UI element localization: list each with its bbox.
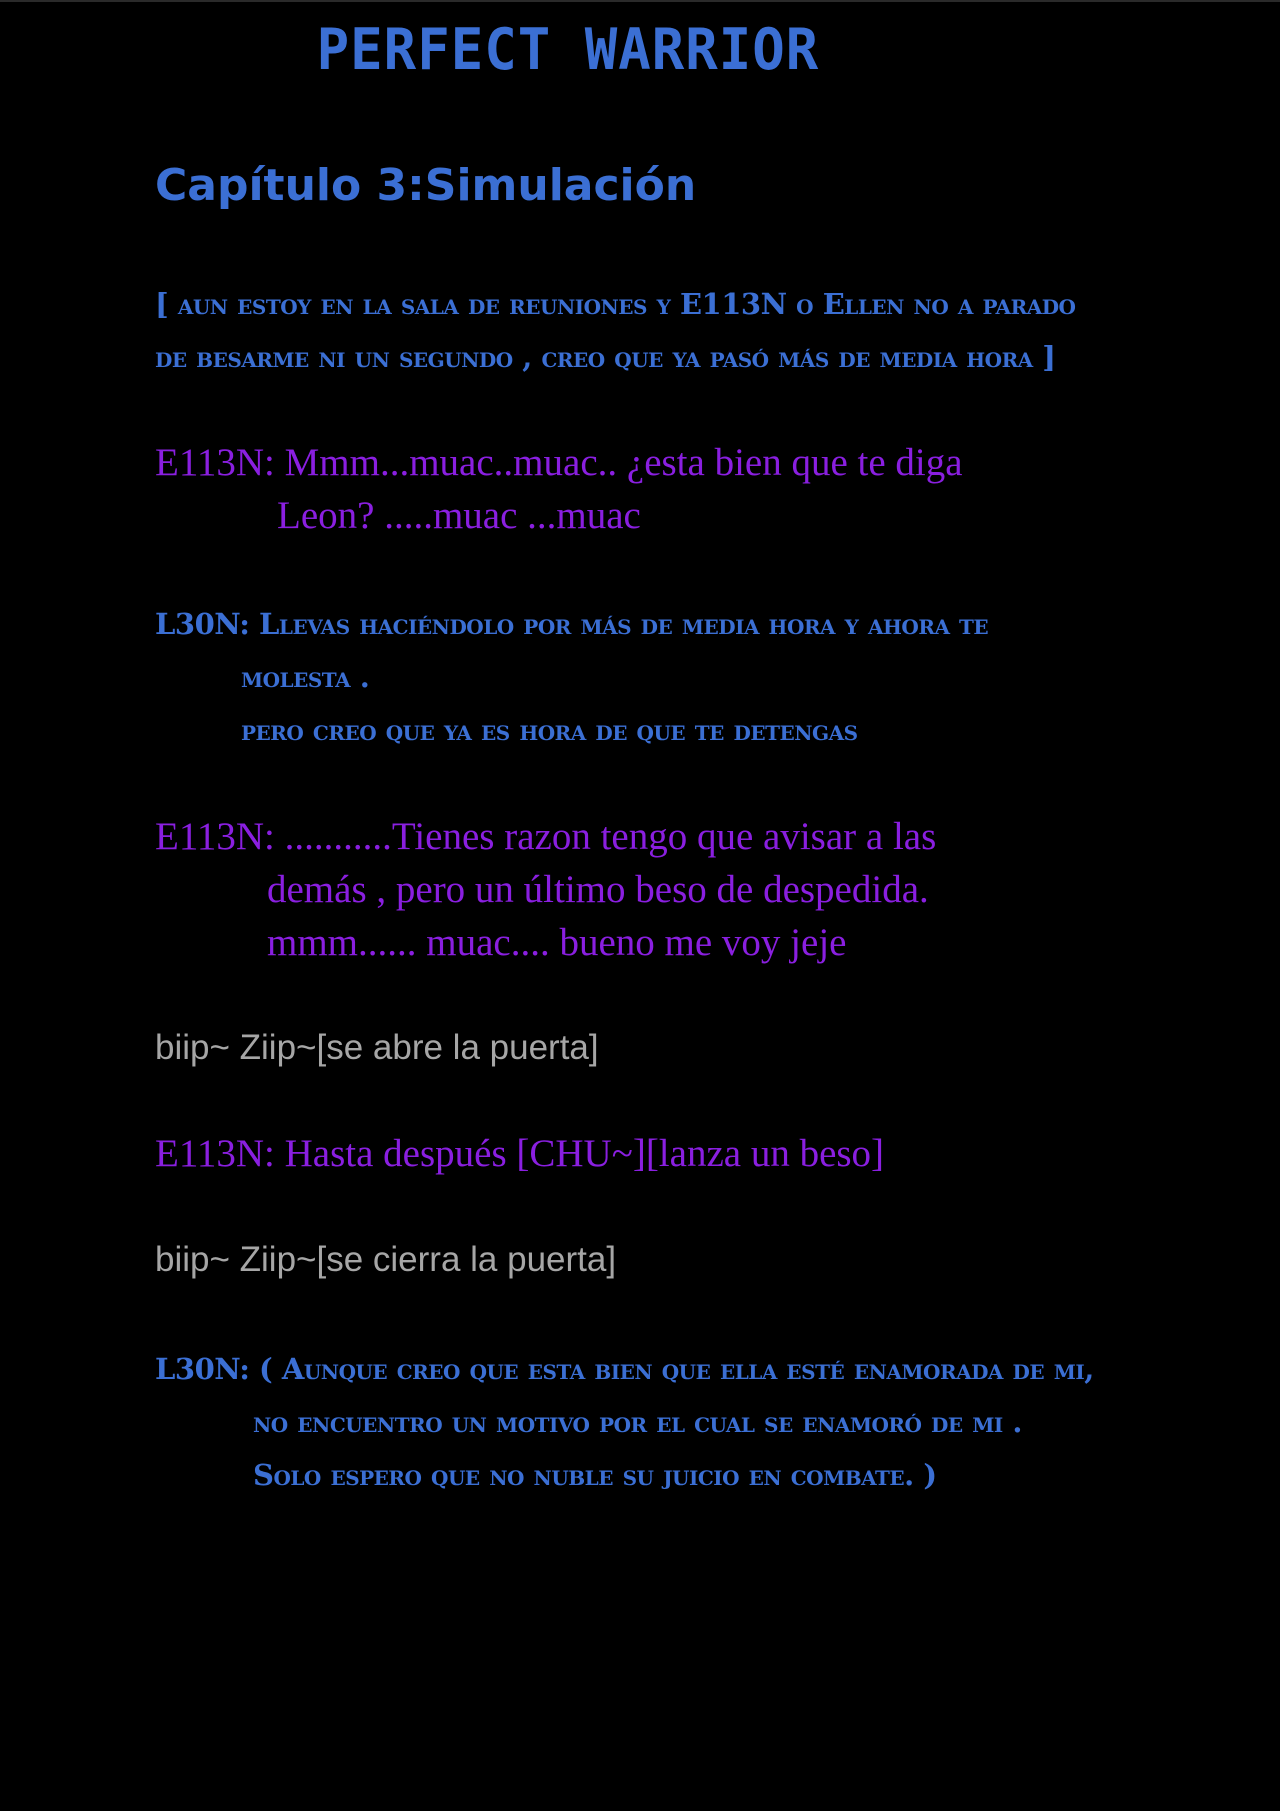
dialogue-line: mmm...... muac.... bueno me voy jeje: [267, 921, 847, 964]
ellen-dialogue: [155, 810, 936, 969]
leon-dialogue: [155, 598, 988, 757]
chapter-title: Capítulo 3:Simulación: [155, 160, 697, 211]
ellen-dialogue: [155, 436, 963, 542]
dialogue-line: E113N: Mmm...muac..muac.. ¿esta bien que te diga: [155, 441, 963, 484]
ellen-dialogue: E113N: Hasta después [CHU~][lanza un beso]: [155, 1132, 885, 1175]
narration-line: de besarme ni un segundo , creo que ya pasó más de media hora ]: [155, 340, 1056, 374]
book-title: [0, 18, 1280, 81]
sound-effect: biip~ Ziip~[se abre la puerta]: [155, 1028, 599, 1067]
dialogue-line: no encuentro un motivo por el cual se enamoró de mi .: [253, 1405, 1022, 1439]
sound-effect: biip~ Ziip~[se cierra la puerta]: [155, 1240, 617, 1279]
dialogue-line: Leon? .....muac ...muac: [277, 494, 641, 537]
leon-thought: [155, 1343, 1094, 1502]
dialogue-line: demás , pero un último beso de despedida.: [267, 868, 929, 911]
dialogue-line: pero creo que ya es hora de que te detengas: [241, 713, 858, 747]
book-title-text: PERFECT WARRIOR: [316, 16, 820, 83]
narration-line: [ aun estoy en la sala de reuniones y E113N o Ellen no a parado: [155, 287, 1076, 321]
dialogue-line: E113N: ...........Tienes razon tengo que avisar a las: [155, 815, 937, 858]
narration-block: [155, 278, 1075, 384]
dialogue-line: L30N: ( Aunque creo que esta bien que ella esté enamorada de mi,: [155, 1352, 1094, 1386]
dialogue-line: L30N: Llevas haciéndolo por más de media hora y ahora te: [155, 607, 989, 641]
top-border: [0, 0, 1280, 2]
dialogue-line: Solo espero que no nuble su juicio en combate. ): [253, 1458, 937, 1492]
dialogue-line: molesta .: [241, 660, 370, 694]
